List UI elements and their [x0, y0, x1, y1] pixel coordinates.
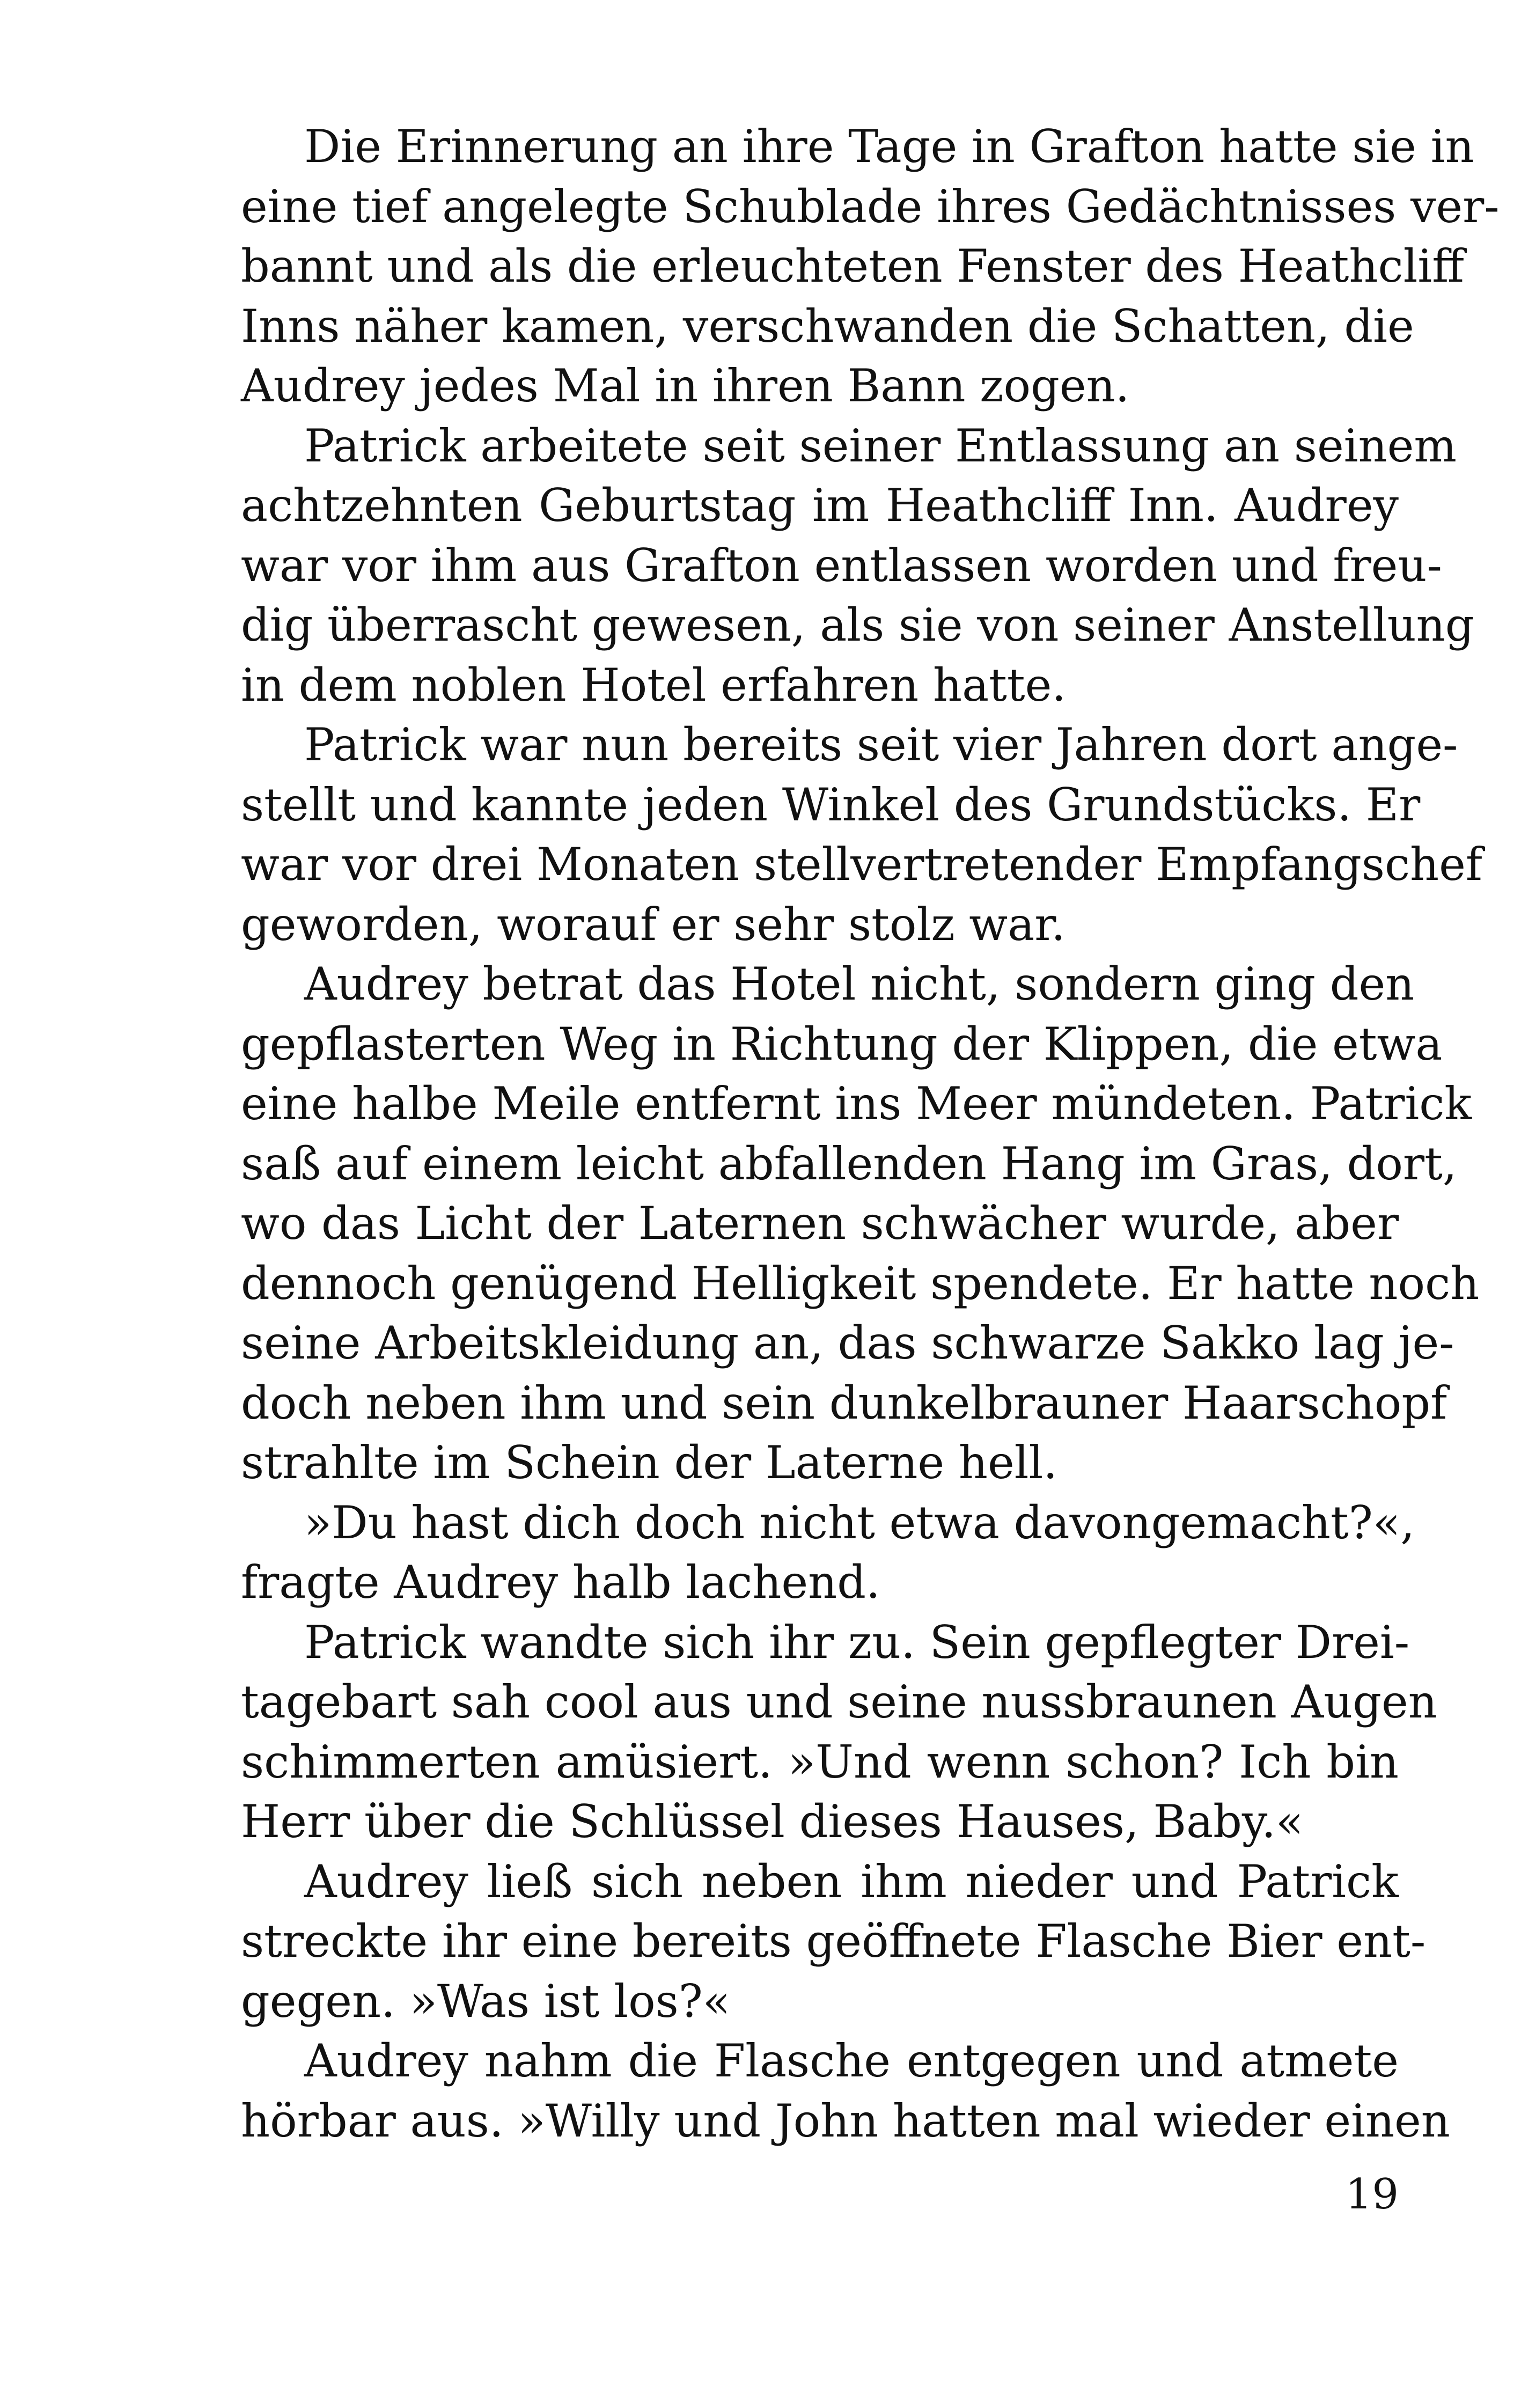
text-line: gegen. »Was ist los?«	[241, 1974, 731, 2028]
text-line: war vor ihm aus Grafton entlassen worden und freu-	[241, 539, 1442, 592]
paragraph	[241, 955, 1480, 1493]
text-line: Audrey nahm die Flasche entgegen und atmete	[304, 2035, 1399, 2087]
text-line: streckte ihr eine bereits geöffnete Flasche Bier ent-	[241, 1915, 1426, 1967]
text-line: Die Erinnerung an ihre Tage in Grafton hatte sie in	[304, 120, 1474, 173]
text-line: Patrick war nun bereits seit vier Jahren dort ange-	[304, 718, 1458, 771]
paragraph	[241, 1493, 1415, 1613]
text-line: Patrick arbeitete seit seiner Entlassung an seinem	[304, 419, 1457, 472]
text-line: »Du hast dich doch nicht etwa davongemacht?«,	[304, 1496, 1415, 1549]
text-line: eine halbe Meile entfernt ins Meer mündeten. Patrick	[241, 1077, 1472, 1130]
text-line: eine tief angelegte Schublade ihres Gedächtnisses ver-	[241, 180, 1500, 233]
text-line: dennoch genügend Helligkeit spendete. Er hatte noch	[241, 1257, 1480, 1310]
text-line: Audrey betrat das Hotel nicht, sondern ging den	[304, 958, 1415, 1010]
text-line: Inns näher kamen, verschwanden die Schatten, die	[241, 299, 1414, 353]
paragraph	[241, 1613, 1437, 1852]
text-line: war vor drei Monaten stellvertretender Empfangschef	[241, 838, 1482, 891]
text-line: tagebart sah cool aus und seine nussbraunen Augen	[241, 1676, 1437, 1728]
text-line: Audrey ließ sich neben ihm nieder und Patrick	[304, 1855, 1399, 1908]
body-text	[241, 117, 1500, 2151]
text-line: Patrick wandte sich ihr zu. Sein gepflegter Drei-	[304, 1616, 1410, 1669]
text-line: fragte Audrey halb lachend.	[241, 1556, 880, 1609]
text-line: stellt und kannte jeden Winkel des Grundstücks. Er	[241, 778, 1421, 831]
text-line: geworden, worauf er sehr stolz war.	[241, 898, 1066, 951]
text-line: doch neben ihm und sein dunkelbrauner Haarschopf	[241, 1376, 1447, 1429]
text-line: strahlte im Schein der Laterne hell.	[241, 1436, 1058, 1489]
page-number: 19	[1345, 2170, 1399, 2219]
text-line: Audrey jedes Mal in ihren Bann zogen.	[241, 359, 1130, 412]
paragraph	[241, 117, 1500, 416]
text-line: bannt und als die erleuchteten Fenster des Heathcliff	[241, 240, 1464, 292]
text-line: Herr über die Schlüssel dieses Hauses, Baby.«	[241, 1795, 1304, 1848]
paragraph	[241, 715, 1482, 955]
paragraph	[241, 1852, 1426, 2032]
text-line: saß auf einem leicht abfallenden Hang im Gras, dort,	[241, 1137, 1457, 1190]
text-line: in dem noblen Hotel erfahren hatte.	[241, 658, 1067, 711]
text-line: wo das Licht der Laternen schwächer wurde, aber	[241, 1197, 1399, 1250]
text-line: gepflasterten Weg in Richtung der Klippen, die etwa	[241, 1017, 1443, 1070]
paragraph	[241, 416, 1474, 716]
text-line: seine Arbeitskleidung an, das schwarze Sakko lag je-	[241, 1317, 1454, 1369]
paragraph	[241, 2031, 1450, 2151]
text-line: schimmerten amüsiert. »Und wenn schon? Ich bin	[241, 1735, 1399, 1788]
text-line: achtzehnten Geburtstag im Heathcliff Inn. Audrey	[241, 479, 1399, 532]
text-line: hörbar aus. »Willy und John hatten mal wieder einen	[241, 2094, 1450, 2147]
text-line: dig überrascht gewesen, als sie von seiner Anstellung	[241, 599, 1474, 651]
